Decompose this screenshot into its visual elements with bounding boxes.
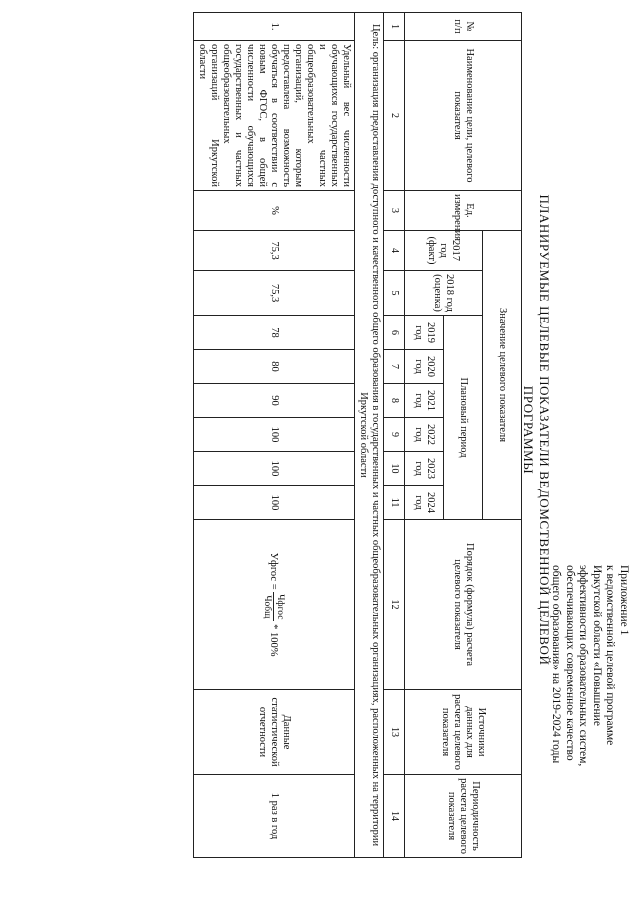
- column-number: 1: [384, 13, 405, 41]
- row-formula: [194, 520, 355, 690]
- header-2022: 2022 год: [405, 418, 444, 452]
- header-num: № п/п: [405, 13, 522, 41]
- header-2017: 2017 год (факт): [405, 231, 483, 271]
- appendix-line-6: общего образования» на 2019-2024 годы: [550, 565, 563, 764]
- header-2019: 2019 год: [405, 316, 444, 350]
- header-planned-period: Плановый период: [444, 316, 483, 520]
- row-value-2022: 100: [194, 418, 355, 452]
- table-row: [194, 13, 355, 858]
- page-title: ПЛАНИРУЕМЫЕ ЦЕЛЕВЫЕ ПОКАЗАТЕЛИ ВЕДОМСТВЕННОЙ ЦЕЛЕВОЙ ПРОГРАММЫ: [521, 194, 552, 666]
- appendix-line-1: Приложение 1: [618, 565, 630, 636]
- row-sources: Данные статистической отчетности: [194, 690, 355, 775]
- row-value-2017: 75,3: [194, 231, 355, 271]
- column-number: 14: [384, 775, 405, 858]
- column-number-row: [384, 13, 405, 858]
- column-number: 4: [384, 231, 405, 271]
- formula-fraction: [262, 592, 287, 621]
- header-2018: 2018 год (оценка): [405, 271, 483, 316]
- row-value-2021: 90: [194, 384, 355, 418]
- kpi-table: [193, 12, 522, 858]
- column-number: 5: [384, 271, 405, 316]
- formula-numerator: Чфгос: [275, 594, 286, 620]
- row-indicator-name: Удельный вес численности обучающихся государственных и частных общеобразовательных организаций, которым предоставлена возможность обучаться в соответствии с новым ФГОС, в общей численности обучающихся государственных и частных общеобразовательных организаций Иркутской области: [194, 41, 355, 191]
- header-name: Наименование цели, целевого показателя: [405, 41, 522, 191]
- formula-denominator: Чобщ: [262, 595, 273, 619]
- appendix-line-4: эффективности образовательных систем,: [577, 565, 590, 767]
- column-number: 7: [384, 350, 405, 384]
- row-num: 1.: [194, 13, 355, 41]
- header-unit: Ед. измерения: [405, 191, 522, 231]
- column-number: 6: [384, 316, 405, 350]
- header-sources: Источники данных для расчета целевого показателя: [405, 690, 522, 775]
- appendix-line-3: Иркутской области «Повышение: [591, 565, 603, 726]
- row-unit: %: [194, 191, 355, 231]
- header-2020: 2020 год: [405, 350, 444, 384]
- header-2023: 2023 год: [405, 452, 444, 486]
- goal-text: Цель: организация предоставления доступного и качественного общего образования в государственных и частных общеобразовательных организациях, расположенных на территории Иркутской области: [355, 13, 384, 858]
- formula-tail: * 100%: [268, 624, 280, 657]
- column-number: 2: [384, 41, 405, 191]
- header-periodicity: Периодичность расчета целевого показателя: [405, 775, 522, 858]
- header-formula: Порядок (формула) расчета целевого показателя: [405, 520, 522, 690]
- row-value-2018: 75,3: [194, 271, 355, 316]
- column-number: 8: [384, 384, 405, 418]
- formula-lhs: Уфгос =: [268, 552, 280, 590]
- column-number: 9: [384, 418, 405, 452]
- header-2021: 2021 год: [405, 384, 444, 418]
- column-number: 13: [384, 690, 405, 775]
- row-value-2020: 80: [194, 350, 355, 384]
- header-value-group: Значение целевого показателя: [483, 231, 522, 520]
- appendix-line-5: обеспечивающих современное качество: [564, 565, 576, 761]
- goal-row: [355, 13, 384, 858]
- column-number: 10: [384, 452, 405, 486]
- header-2024: 2024 год: [405, 486, 444, 520]
- column-number: 3: [384, 191, 405, 231]
- row-periodicity: 1 раз в год: [194, 775, 355, 858]
- row-value-2024: 100: [194, 486, 355, 520]
- appendix-note: [549, 565, 630, 885]
- column-number: 11: [384, 486, 405, 520]
- row-value-2019: 78: [194, 316, 355, 350]
- row-value-2023: 100: [194, 452, 355, 486]
- column-number: 12: [384, 520, 405, 690]
- appendix-line-2: к ведомственной целевой программе: [604, 565, 617, 746]
